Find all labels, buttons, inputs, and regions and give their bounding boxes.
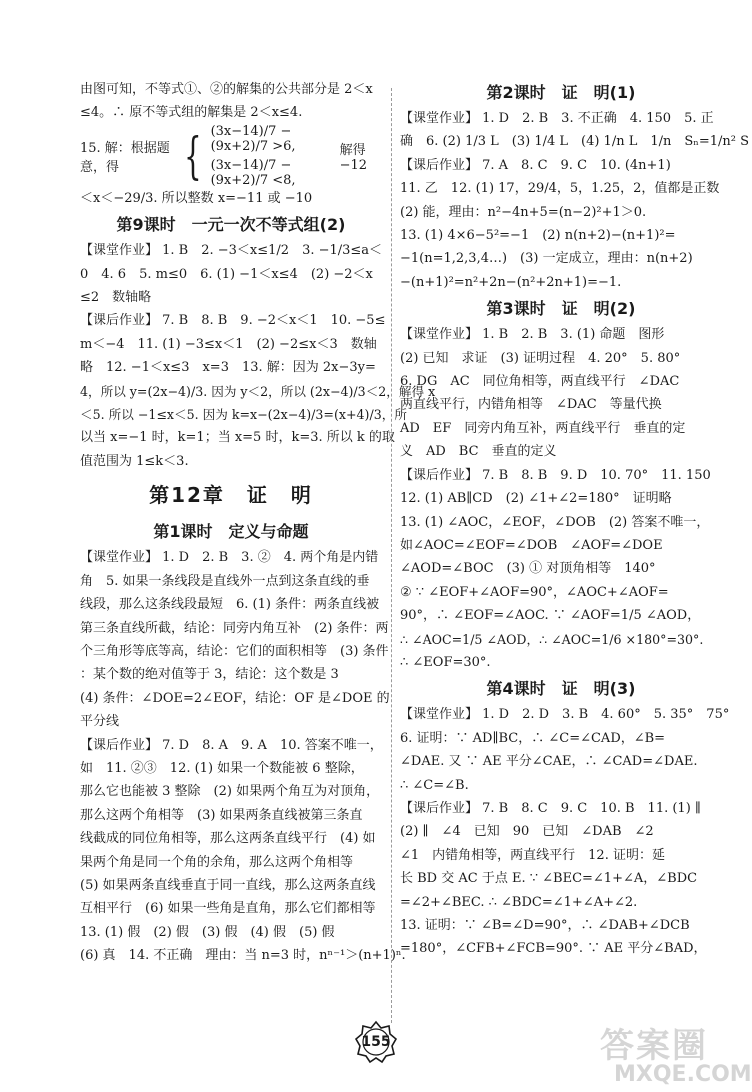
text-line: ∴ ∠EOF=30°.: [400, 654, 491, 670]
text-line: 【课后作业】 7. B 8. B 9. D 10. 70° 11. 150: [400, 467, 711, 483]
text-line: =180°，∠CFB+∠FCB=90°. ∵ AE 平分∠BAD，: [400, 941, 707, 957]
text-line: (4) 条件：∠DOE=2∠EOF，结论：OF 是∠DOE 的: [80, 690, 390, 706]
right-column: [400, 78, 750, 961]
text-line: (2) 已知 求证 (3) 证明过程 4. 20° 5. 80°: [400, 350, 681, 366]
text-line: ∠AOD=∠BOC (3) ① 对顶角相等 140°: [400, 561, 656, 577]
text-line: ≤4。∴ 原不等式组的解集是 2＜x≤4.: [80, 105, 303, 121]
text-line: 【课后作业】 7. D 8. A 9. A 10. 答案不唯一，: [80, 737, 383, 753]
text-line: −1(n=1,2,3,4…) (3) 一定成立，理由：n(n+2): [400, 251, 693, 267]
text-line: 0 4. 6 5. m≤0 6. (1) −1＜x≤4 (2) −2＜x: [80, 266, 373, 282]
watermark-text: 答案圈: [600, 1026, 708, 1066]
text-line: ＜5. 所以 −1≤x＜5. 因为 k=x−(2x−4)/3=(x+4)/3，所: [80, 407, 407, 423]
text-line: 12. (1) AB∥CD (2) ∠1+∠2=180° 证明略: [400, 491, 672, 507]
page-number: 155: [361, 1034, 391, 1050]
lesson-heading: 第3课时 证 明(2): [486, 299, 636, 319]
text-line: 平分线: [80, 714, 120, 730]
text-line: ≤2 数轴略: [80, 290, 152, 306]
chapter-heading: 第12章 证 明: [149, 483, 313, 508]
text-line: 值范围为 1≤k＜3.: [80, 453, 189, 469]
text-line: 由图可知，不等式①、②的解集的公共部分是 2＜x: [80, 82, 373, 97]
text-line: 4，所以 y=(2x−4)/3. 因为 y＜2，所以 (2x−4)/3＜2，解得 x: [80, 383, 436, 399]
lesson-heading: 第9课时 一元一次不等式组(2): [116, 215, 346, 235]
text-line: 13. (1) 4×6−5²=−1 (2) n(n+2)−(n+1)²=: [400, 228, 676, 244]
text-line: m＜−4 11. (1) −3≤x＜1 (2) −2≤x＜3 数轴: [80, 336, 377, 352]
text-line: (2) ∥ ∠4 已知 90 已知 ∠DAB ∠2: [400, 824, 654, 840]
lesson-heading: 第2课时 证 明(1): [486, 83, 636, 102]
text-line: 【课后作业】 7. B 8. C 9. C 10. B 11. (1) ∥: [400, 800, 701, 816]
text-line: 果两个角是同一个角的余角，那么这两个角相等: [80, 854, 354, 870]
inequality-system: [80, 125, 382, 187]
text-line: 线段，那么这条线段最短 6. (1) 条件：两条直线被: [80, 597, 380, 613]
system-rows: [211, 124, 336, 188]
text-line: 如∠AOC=∠EOF=∠DOB ∠AOF=∠DOE: [400, 537, 663, 553]
text-line: 【课堂作业】 1. D 2. B 3. ② 4. 两个角是内错: [80, 550, 379, 566]
text-line: 解得 −12: [339, 142, 368, 173]
text-line: ② ∵ ∠EOF+∠AOF=90°，∠AOC+∠AOF=: [400, 584, 669, 600]
text-line: 互相平行 (6) 如果一些角是直角，那么它们都相等: [80, 901, 376, 917]
text-line: =∠2+∠BEC. ∴ ∠BDC=∠1+∠A+∠2.: [400, 894, 638, 910]
text-line: 【课堂作业】 1. D 2. D 3. B 4. 60° 5. 35° 75°: [400, 707, 730, 723]
lesson-heading: 第4课时 证 明(3): [486, 679, 636, 699]
text-line: 【课后作业】 7. B 8. B 9. −2＜x＜1 10. −5≤: [80, 313, 386, 329]
text-line: 6. DG AC 同位角相等，两直线平行 ∠DAC: [400, 374, 680, 390]
text-line: 【课后作业】 7. A 8. C 9. C 10. (4n+1): [400, 157, 671, 173]
text-line: 13. 证明：∵ ∠B=∠D=90°，∴ ∠DAB+∠DCB: [400, 918, 690, 933]
text-line: ∠1 内错角相等，两直线平行 12. 证明：延: [400, 847, 665, 863]
left-brace: {: [183, 126, 202, 185]
text-line: 15. 解：根据题意，得: [80, 140, 170, 175]
text-line: 第三条直线所截，结论：同旁内角互补 (2) 条件：两: [80, 620, 389, 636]
text-line: 那么这两个角相等 (3) 如果两条直线被第三条直: [80, 807, 363, 823]
page-number-badge: [354, 1020, 398, 1064]
text-line: 确 6. (2) 1/3 L (3) 1/4 L (4) 1/n L 1/n Sₙ=1/n² S: [400, 134, 750, 150]
lesson-heading: 第1课时 定义与命题: [153, 522, 309, 542]
text-line: 如 11. ②③ 12. (1) 如果一个数能被 6 整除，: [80, 760, 364, 776]
text-line: ＜x＜−29/3. 所以整数 x=−11 或 −10: [80, 190, 313, 206]
column-divider: [391, 88, 392, 1023]
text-line: −(n+1)²=n²+2n−(n²+2n+1)=−1.: [400, 274, 622, 290]
text-line: 90°，∴ ∠EOF=∠AOC. ∵ ∠AOF=1/5 ∠AOD，: [400, 608, 701, 624]
text-line: (5) 如果两条直线垂直于同一直线，那么这两条直线: [80, 877, 376, 893]
text-line: (2) 能，理由：n²−4n+5=(n−2)²+1＞0.: [400, 204, 647, 220]
text-line: (6) 真 14. 不正确 理由：当 n=3 时，nⁿ⁻¹＞(n+1)ⁿ.: [80, 948, 406, 964]
text-line: 11. 乙 12. (1) 17，29/4，5，1.25，2，值都是正数: [400, 181, 720, 197]
text-line: 个三角形等底等高，结论：它们的面积相等 (3) 条件: [80, 643, 389, 659]
text-line: ∴ ∠AOC=1/5 ∠AOD，∴ ∠AOC=1/6 ×180°=30°.: [400, 631, 704, 647]
text-line: 角 5. 如果一条线段是直线外一点到这条直线的垂: [80, 573, 370, 589]
text-line: 以当 x=−1 时，k=1；当 x=5 时，k=3. 所以 k 的取: [80, 430, 395, 446]
text-line: 两直线平行，内错角相等 ∠DAC 等量代换: [400, 397, 662, 413]
text-line: AD EF 同旁内角互补，两直线平行 垂直的定: [400, 420, 686, 436]
text-line: 长 BD 交 AC 于点 E. ∵ ∠BEC=∠1+∠A，∠BDC: [400, 871, 698, 887]
text-line: 13. (1) 假 (2) 假 (3) 假 (4) 假 (5) 假: [80, 924, 335, 940]
text-line: 【课堂作业】 1. D 2. B 3. 不正确 4. 150 5. 正: [400, 111, 714, 126]
system-row: (3x−14)/7 − (9x+2)/7 <8,: [210, 157, 296, 188]
text-line: ：某个数的绝对值等于 3，结论：这个数是 3: [80, 667, 339, 683]
system-row: (3x−14)/7 − (9x+2)/7 >6,: [210, 123, 296, 154]
text-line: 线截成的同位角相等，那么这两条直线平行 (4) 如: [80, 831, 376, 847]
watermark-url: MXQE.COM: [614, 1062, 752, 1087]
text-line: ∴ ∠C=∠B.: [400, 777, 469, 793]
text-line: 6. 证明：∵ AD∥BC，∴ ∠C=∠CAD，∠B=: [400, 730, 666, 746]
text-line: 【课堂作业】 1. B 2. B 3. (1) 命题 图形: [400, 327, 665, 343]
text-line: 【课堂作业】 1. B 2. −3＜x≤1/2 3. −1/3≤a＜: [80, 243, 383, 259]
text-line: 13. (1) ∠AOC，∠EOF，∠DOB (2) 答案不唯一，: [400, 514, 710, 530]
text-line: 那么它也能被 3 整除 (2) 如果两个角互为对顶角，: [80, 784, 380, 800]
text-line: ∠DAE. 又 ∵ AE 平分∠CAE，∴ ∠CAD=∠DAE.: [400, 754, 698, 770]
text-line: 义 AD BC 垂直的定义: [400, 444, 557, 460]
text-line: 略 12. −1＜x≤3 x=3 13. 解：因为 2x−3y=: [80, 360, 376, 376]
watermark-logo: [596, 1018, 752, 1090]
